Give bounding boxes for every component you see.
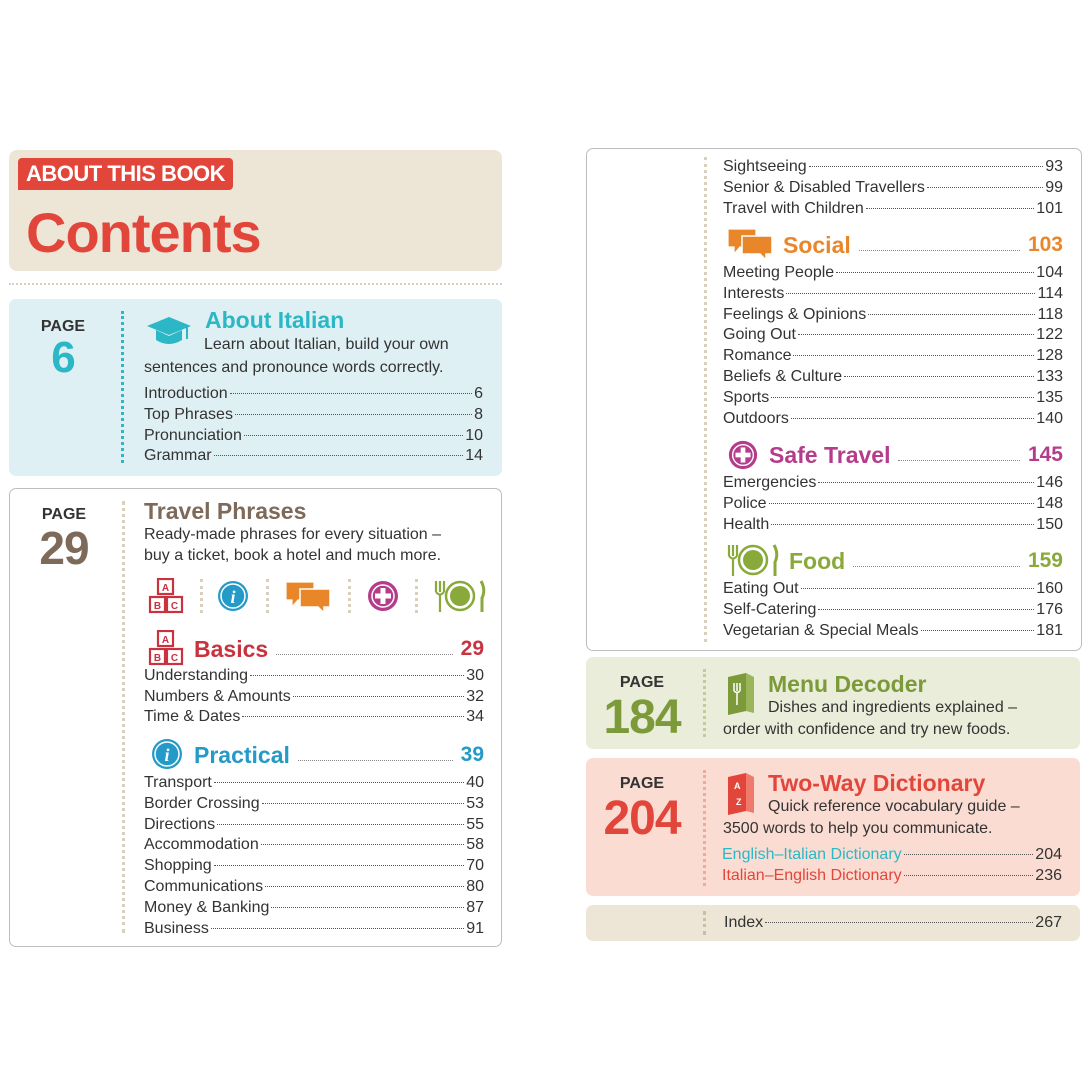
toc-page: 99 bbox=[1045, 178, 1063, 196]
food-page: 159 bbox=[1027, 549, 1063, 572]
toc-page: 101 bbox=[1036, 199, 1063, 217]
toc-label: Going Out bbox=[723, 326, 796, 344]
toc-entry[interactable] bbox=[144, 794, 484, 815]
leader bbox=[217, 824, 464, 825]
speech-bubbles-icon bbox=[726, 227, 776, 261]
leader bbox=[868, 314, 1035, 315]
toc-entry[interactable] bbox=[723, 367, 1063, 388]
toc-label: Time & Dates bbox=[144, 708, 241, 726]
section-description-line2: sentences and pronounce words correctly. bbox=[144, 359, 444, 376]
section-description-line1: Ready-made phrases for every situation – bbox=[144, 526, 442, 543]
toc-entry[interactable] bbox=[144, 919, 484, 940]
leader bbox=[818, 482, 1034, 483]
toc-page: 133 bbox=[1036, 368, 1063, 385]
abc-blocks-icon bbox=[148, 630, 184, 666]
svg-text:B: B bbox=[153, 601, 162, 612]
basics-heading bbox=[194, 635, 484, 663]
toc-label: Transport bbox=[144, 774, 212, 791]
icon-separator bbox=[415, 579, 418, 613]
leader bbox=[904, 875, 1034, 876]
leader bbox=[242, 716, 464, 717]
svg-text:B: B bbox=[153, 653, 162, 664]
toc-page: 204 bbox=[1035, 846, 1062, 863]
toc-entry[interactable] bbox=[723, 515, 1063, 536]
basics-title: Basics bbox=[194, 635, 269, 662]
toc-page: 34 bbox=[466, 708, 484, 726]
leader bbox=[265, 886, 464, 887]
safe-travel-page: 145 bbox=[1027, 443, 1063, 466]
leader bbox=[859, 250, 1020, 251]
toc-page: 104 bbox=[1036, 264, 1063, 281]
svg-text:i: i bbox=[164, 745, 170, 765]
toc-label: Understanding bbox=[144, 667, 249, 684]
toc-entry[interactable] bbox=[144, 877, 484, 898]
toc-label: Health bbox=[723, 515, 770, 533]
page-label: PAGE bbox=[619, 775, 665, 792]
toc-label: Money & Banking bbox=[144, 898, 270, 916]
toc-page: 176 bbox=[1036, 600, 1063, 618]
plus-icon bbox=[366, 579, 400, 613]
toc-page: 14 bbox=[465, 447, 483, 465]
vertical-divider bbox=[703, 669, 706, 737]
toc-entry[interactable] bbox=[144, 687, 484, 708]
toc-label: Feelings & Opinions bbox=[723, 305, 867, 323]
leader bbox=[853, 566, 1020, 567]
leader bbox=[836, 272, 1034, 273]
vertical-divider bbox=[703, 911, 706, 935]
section-description-line1: Dishes and ingredients explained – bbox=[768, 699, 1018, 716]
toc-entry[interactable] bbox=[723, 388, 1063, 409]
toc-label: Index bbox=[724, 914, 764, 931]
about-italian-panel bbox=[9, 299, 502, 476]
leader bbox=[801, 588, 1035, 589]
toc-label: Sightseeing bbox=[723, 158, 807, 175]
leader bbox=[262, 803, 465, 804]
leader bbox=[809, 166, 1044, 167]
toc-entry[interactable] bbox=[722, 845, 1062, 866]
toc-entry[interactable] bbox=[724, 913, 1062, 934]
food-heading bbox=[789, 547, 1063, 575]
toc-label: Interests bbox=[723, 284, 785, 302]
social-heading bbox=[783, 231, 1063, 259]
page-number: 29 bbox=[39, 522, 89, 574]
practical-heading bbox=[194, 741, 484, 769]
toc-label: Vegetarian & Special Meals bbox=[723, 621, 919, 639]
safe-travel-heading bbox=[769, 441, 1063, 469]
social-title: Social bbox=[783, 231, 851, 258]
page-label: PAGE bbox=[41, 506, 87, 523]
toc-label: Romance bbox=[723, 347, 792, 365]
section-description-line2: order with confidence and try new foods. bbox=[723, 721, 1011, 738]
toc-page: 118 bbox=[1037, 305, 1063, 323]
toc-page: 150 bbox=[1036, 515, 1063, 533]
plus-icon bbox=[727, 439, 759, 471]
leader bbox=[771, 397, 1034, 398]
menu-decoder-panel bbox=[586, 657, 1080, 749]
toc-page: 32 bbox=[466, 687, 484, 705]
page-number: 204 bbox=[603, 792, 681, 845]
toc-page: 80 bbox=[466, 878, 484, 895]
toc-entry[interactable] bbox=[144, 773, 484, 794]
toc-label: Top Phrases bbox=[144, 405, 233, 423]
icon-separator bbox=[200, 579, 203, 613]
toc-page: 70 bbox=[466, 857, 484, 875]
section-description-line1: Quick reference vocabulary guide – bbox=[768, 798, 1020, 815]
toc-entry[interactable] bbox=[722, 866, 1062, 887]
toc-page: 87 bbox=[466, 898, 484, 916]
leader bbox=[771, 524, 1034, 525]
leader bbox=[793, 355, 1034, 356]
toc-label: Travel with Children bbox=[723, 199, 864, 217]
toc-entry[interactable] bbox=[723, 579, 1063, 600]
toc-entry[interactable] bbox=[723, 600, 1063, 621]
graduation-cap-icon bbox=[145, 315, 193, 349]
page-label: PAGE bbox=[619, 674, 665, 691]
plate-cutlery-icon bbox=[725, 542, 781, 578]
toc-entry[interactable] bbox=[144, 707, 484, 728]
toc-page: 93 bbox=[1045, 158, 1063, 175]
toc-entry[interactable] bbox=[723, 473, 1063, 494]
menu-book-icon bbox=[726, 671, 756, 715]
leader bbox=[261, 844, 464, 845]
page-label: PAGE bbox=[40, 318, 86, 335]
safe-travel-title: Safe Travel bbox=[769, 441, 891, 468]
toc-label: Numbers & Amounts bbox=[144, 687, 291, 705]
toc-page: 140 bbox=[1036, 409, 1063, 427]
plate-cutlery-icon bbox=[432, 578, 488, 614]
toc-label: Police bbox=[723, 494, 767, 512]
vertical-divider bbox=[121, 311, 124, 463]
page-number: 184 bbox=[603, 691, 681, 744]
toc-page: 135 bbox=[1036, 388, 1063, 406]
toc-label: Pronunciation bbox=[144, 426, 242, 444]
toc-entry[interactable] bbox=[723, 621, 1063, 642]
dictionary-book-icon bbox=[726, 771, 756, 815]
leader bbox=[214, 782, 464, 783]
toc-page: 30 bbox=[466, 667, 484, 684]
svg-text:A: A bbox=[734, 781, 741, 791]
leader bbox=[866, 208, 1035, 209]
toc-page: 267 bbox=[1035, 914, 1062, 931]
speech-bubbles-icon bbox=[284, 580, 334, 614]
section-title: Menu Decoder bbox=[768, 671, 927, 697]
section-title: Travel Phrases bbox=[144, 498, 307, 524]
toc-entry[interactable] bbox=[144, 898, 484, 919]
leader bbox=[898, 460, 1019, 461]
leader bbox=[791, 418, 1034, 419]
toc-entry[interactable] bbox=[723, 325, 1063, 346]
toc-label: Introduction bbox=[144, 385, 228, 402]
svg-text:C: C bbox=[170, 601, 179, 612]
toc-page: 148 bbox=[1036, 494, 1063, 512]
toc-entry[interactable] bbox=[723, 157, 1063, 178]
leader bbox=[211, 928, 464, 929]
toc-entry[interactable] bbox=[144, 446, 483, 467]
vertical-divider bbox=[122, 501, 125, 933]
food-title: Food bbox=[789, 547, 846, 574]
svg-text:i: i bbox=[230, 587, 236, 607]
leader bbox=[786, 293, 1035, 294]
toc-page: 160 bbox=[1036, 580, 1063, 597]
index-panel bbox=[586, 905, 1080, 941]
svg-text:A: A bbox=[161, 635, 170, 646]
toc-page: 6 bbox=[474, 385, 483, 402]
abc-blocks-icon bbox=[148, 578, 184, 614]
toc-entry[interactable] bbox=[723, 178, 1063, 199]
toc-entry[interactable] bbox=[723, 263, 1063, 284]
toc-entry[interactable] bbox=[144, 666, 484, 687]
page-number: 6 bbox=[51, 333, 75, 382]
section-title: About Italian bbox=[205, 307, 345, 333]
info-icon bbox=[150, 737, 184, 771]
dictionary-panel bbox=[586, 758, 1080, 896]
leader bbox=[271, 907, 464, 908]
vertical-divider bbox=[704, 157, 707, 642]
travel-phrases-panel bbox=[9, 488, 502, 947]
practical-title: Practical bbox=[194, 741, 290, 768]
leader bbox=[250, 675, 464, 676]
leader bbox=[798, 334, 1034, 335]
leader bbox=[214, 455, 464, 456]
toc-label: Shopping bbox=[144, 857, 212, 875]
leader bbox=[904, 854, 1034, 855]
toc-label: Self-Catering bbox=[723, 600, 817, 618]
toc-entry[interactable] bbox=[723, 409, 1063, 430]
toc-page: 128 bbox=[1036, 347, 1063, 365]
toc-entry[interactable] bbox=[723, 305, 1063, 326]
toc-page: 8 bbox=[474, 405, 483, 423]
toc-label: Outdoors bbox=[723, 409, 789, 427]
leader bbox=[818, 609, 1034, 610]
toc-page: 146 bbox=[1036, 474, 1063, 491]
social-page: 103 bbox=[1027, 233, 1063, 256]
toc-page: 181 bbox=[1036, 621, 1063, 639]
toc-entry[interactable] bbox=[723, 199, 1063, 220]
toc-page: 10 bbox=[465, 426, 483, 444]
toc-label: Business bbox=[144, 919, 209, 937]
about-this-book-tab: ABOUT THIS BOOK bbox=[18, 158, 233, 190]
info-icon bbox=[216, 579, 250, 613]
leader bbox=[235, 414, 472, 415]
toc-entry[interactable] bbox=[144, 856, 484, 877]
toc-page: 236 bbox=[1035, 867, 1062, 884]
leader bbox=[276, 654, 452, 655]
section-title: Two-Way Dictionary bbox=[768, 770, 986, 796]
toc-label: Eating Out bbox=[723, 580, 799, 597]
toc-label: Beliefs & Culture bbox=[723, 368, 843, 385]
vertical-divider bbox=[703, 770, 706, 886]
toc-page: 91 bbox=[466, 919, 484, 937]
toc-page: 55 bbox=[466, 815, 484, 833]
page-title: Contents bbox=[26, 201, 261, 264]
leader bbox=[844, 376, 1034, 377]
right-contents-panel bbox=[586, 148, 1082, 651]
leader bbox=[769, 503, 1035, 504]
leader bbox=[927, 187, 1043, 188]
section-description-line2: buy a ticket, book a hotel and much more. bbox=[144, 547, 442, 564]
toc-entry[interactable] bbox=[144, 405, 483, 426]
toc-label: Meeting People bbox=[723, 264, 835, 281]
toc-label: Accommodation bbox=[144, 836, 259, 854]
toc-label: Italian–English Dictionary bbox=[722, 867, 902, 884]
toc-label: Sports bbox=[723, 388, 770, 406]
toc-entry[interactable] bbox=[144, 815, 484, 836]
icon-separator bbox=[348, 579, 351, 613]
svg-text:A: A bbox=[161, 583, 170, 594]
leader bbox=[244, 435, 463, 436]
leader bbox=[230, 393, 472, 394]
toc-entry[interactable] bbox=[144, 426, 483, 447]
toc-entry[interactable] bbox=[723, 284, 1063, 305]
toc-entry[interactable] bbox=[723, 494, 1063, 515]
toc-label: Emergencies bbox=[723, 474, 817, 491]
toc-entry[interactable] bbox=[723, 346, 1063, 367]
leader bbox=[765, 922, 1033, 923]
toc-label: Directions bbox=[144, 815, 216, 833]
toc-label: English–Italian Dictionary bbox=[722, 846, 902, 863]
toc-label: Border Crossing bbox=[144, 794, 260, 812]
toc-label: Grammar bbox=[144, 447, 212, 465]
icon-separator bbox=[266, 579, 269, 613]
leader bbox=[921, 630, 1035, 631]
toc-page: 40 bbox=[466, 774, 484, 791]
svg-text:Z: Z bbox=[736, 797, 742, 807]
svg-text:C: C bbox=[170, 653, 179, 664]
section-description-line2: 3500 words to help you communicate. bbox=[723, 820, 993, 837]
toc-page: 53 bbox=[466, 794, 484, 812]
toc-page: 122 bbox=[1036, 326, 1063, 344]
basics-page: 29 bbox=[460, 637, 484, 660]
toc-label: Communications bbox=[144, 878, 264, 895]
toc-page: 114 bbox=[1037, 284, 1063, 302]
toc-entry[interactable] bbox=[144, 835, 484, 856]
toc-entry[interactable] bbox=[144, 384, 483, 405]
toc-page: 58 bbox=[466, 836, 484, 854]
toc-label: Senior & Disabled Travellers bbox=[723, 178, 925, 196]
leader bbox=[214, 865, 465, 866]
header-divider bbox=[9, 283, 502, 285]
leader bbox=[293, 696, 464, 697]
leader bbox=[298, 760, 453, 761]
practical-page: 39 bbox=[460, 743, 484, 766]
section-description-line1: Learn about Italian, build your own bbox=[204, 336, 449, 353]
